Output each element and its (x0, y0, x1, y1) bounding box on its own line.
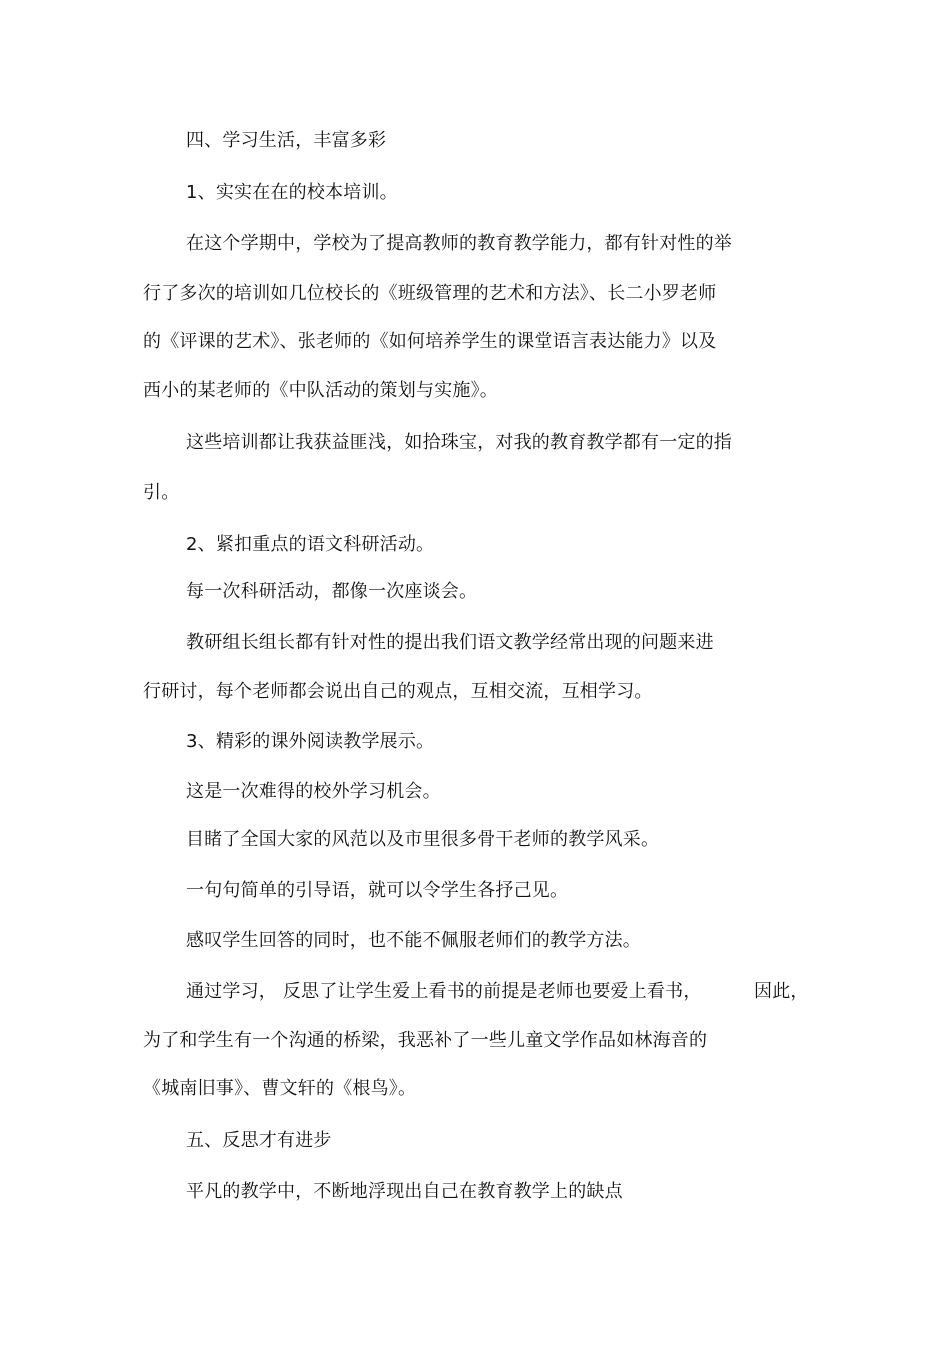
paragraph-line: 教研组长组长都有针对性的提出我们语文教学经常出现的问题来进 (186, 632, 714, 653)
paragraph-line: 这是一次难得的校外学习机会。 (186, 781, 441, 802)
paragraph-line: 的《评课的艺术》、张老师的《如何培养学生的课堂语言表达能力》以及 (143, 331, 717, 352)
paragraph-line: 引。 (143, 482, 180, 503)
subheading-2: 2、紧扣重点的语文科研活动。 (186, 534, 435, 555)
paragraph-line: 感叹学生回答的同时，也不能不佩服老师们的教学方法。 (186, 930, 641, 951)
paragraph-line: 《城南旧事》、曹文轩的《根鸟》。 (143, 1078, 417, 1099)
paragraph-line: 一句句简单的引导语，就可以令学生各抒己见。 (186, 880, 569, 901)
paragraph-line: 行研讨，每个老师都会说出自己的观点，互相交流，互相学习。 (143, 681, 653, 702)
paragraph-line: 在这个学期中，学校为了提高教师的教育教学能力，都有针对性的举 (186, 233, 732, 254)
paragraph-line: 目睹了全国大家的风范以及市里很多骨干老师的教学风采。 (186, 829, 660, 850)
section-heading-5: 五、反思才有进步 (186, 1130, 332, 1151)
paragraph-line: 通过学习， 反思了让学生爱上看书的前提是老师也要爱上看书， (186, 981, 702, 1002)
subheading-1: 1、实实在在的校本培训。 (186, 182, 398, 203)
paragraph-line: 行了多次的培训如几位校长的《班级管理的艺术和方法》、长二小罗老师 (143, 283, 717, 304)
paragraph-line-continuation: 因此， (754, 981, 809, 1002)
subheading-3: 3、精彩的课外阅读教学展示。 (186, 731, 435, 752)
paragraph-line: 每一次科研活动，都像一次座谈会。 (186, 581, 478, 602)
paragraph-line: 平凡的教学中，不断地浮现出自己在教育教学上的缺点 (186, 1181, 623, 1202)
section-heading-4: 四、学习生活，丰富多彩 (186, 130, 387, 151)
paragraph-line: 这些培训都让我获益匪浅，如拾珠宝，对我的教育教学都有一定的指 (186, 432, 732, 453)
paragraph-line: 为了和学生有一个沟通的桥梁，我恶补了一些儿童文学作品如林海音的 (143, 1030, 708, 1051)
paragraph-line: 西小的某老师的《中队活动的策划与实施》。 (143, 380, 498, 401)
